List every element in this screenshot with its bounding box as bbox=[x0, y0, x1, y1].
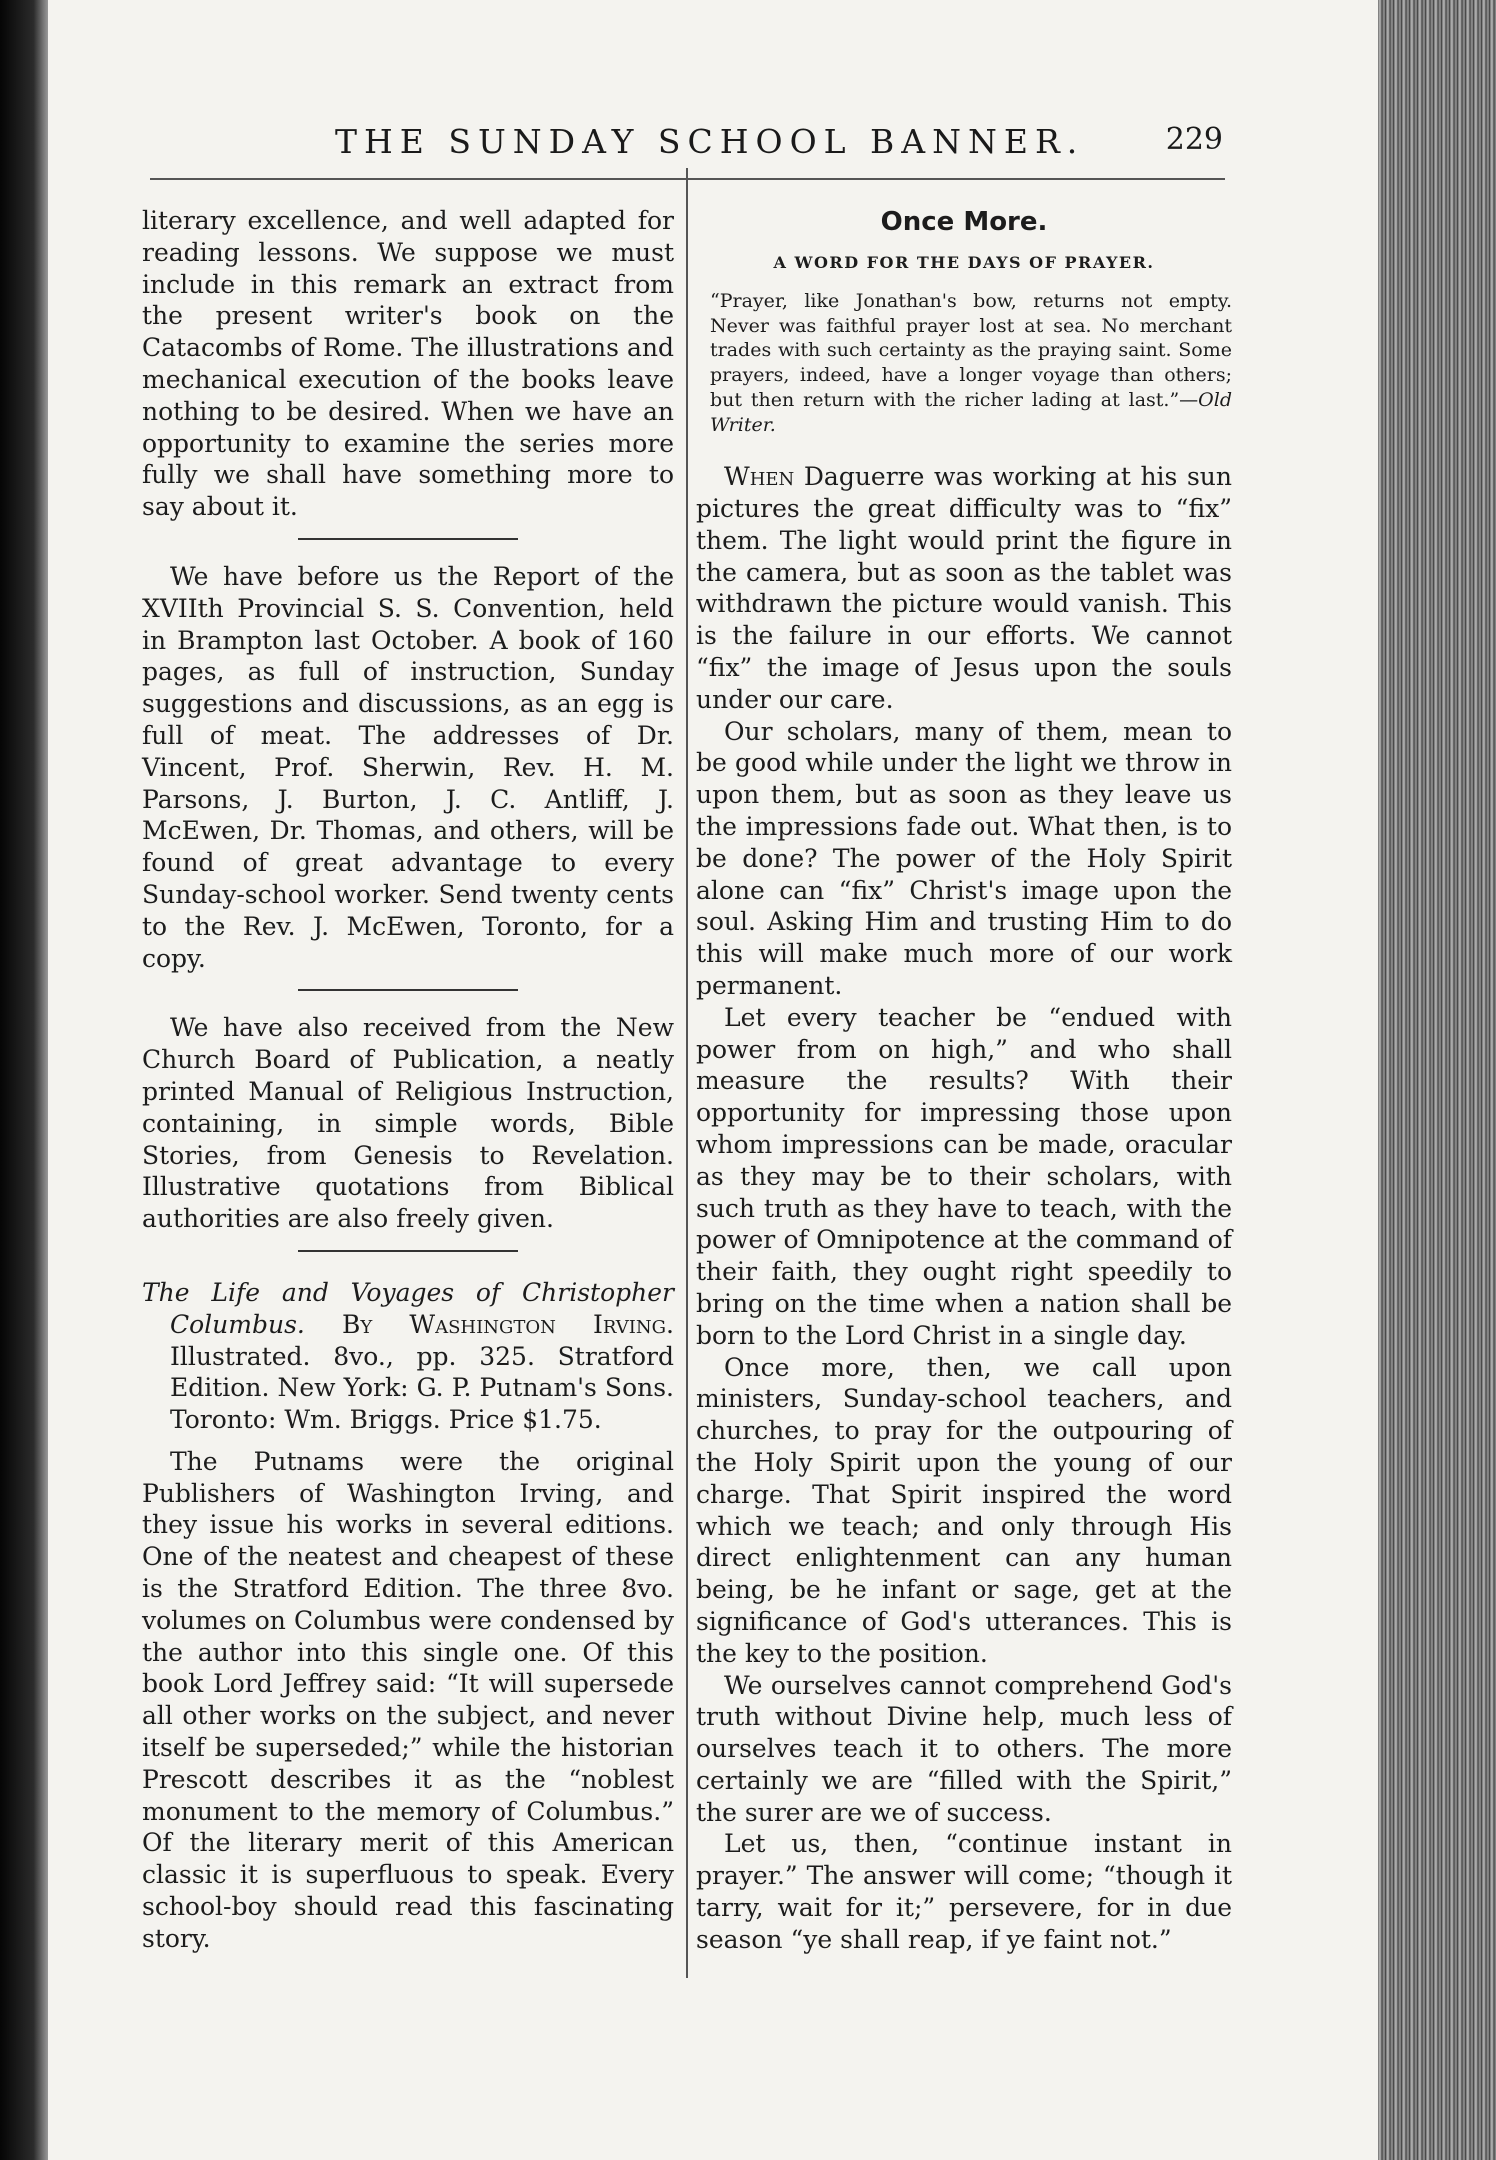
paragraph: Let us, then, “continue instant in prayer.” The answer will come; “though it tarry, wait for it;” persevere, for in due season “ye shall reap, if ye faint not.” bbox=[696, 1829, 1232, 1954]
book-title: The Life and Voyages of Christopher Columbus. bbox=[142, 1277, 674, 1339]
paragraph: The Putnams were the original Publishers of Washington Irving, and they issue his works in several editions. One of the neatest and cheapest of these is the Stratford Edition. The three 8vo. volumes on Columbus were condensed by the author into this single one. Of this book Lord Jeffrey said: “It will supersede all other works on the subject, and never itself be superseded;” while the historian Prescott describes it as the “noblest monument to the memory of Columbus.” Of the literary merit of this American classic it is superfluous to speak. Every school-boy should read this fascinating story. bbox=[142, 1446, 674, 1953]
lead-word: When bbox=[724, 462, 795, 492]
ornament-divider bbox=[142, 525, 674, 555]
column-divider bbox=[686, 168, 688, 1978]
paragraph bbox=[696, 461, 1232, 715]
book-notice bbox=[142, 1277, 674, 1436]
page-edges bbox=[1378, 0, 1496, 2160]
page-number: 229 bbox=[1165, 122, 1223, 157]
book-author: By Washington Irving. bbox=[342, 1309, 674, 1339]
ornament-divider bbox=[142, 1237, 674, 1267]
paragraph: We have also received from the New Church Board of Publication, a neatly printed Manual of Religious Instruction, containing, in simple words, Bible Stories, from Genesis to Revelation. Illustrative quotations from Biblical authorities are also freely given. bbox=[142, 1013, 674, 1234]
book-details: Illustrated. 8vo., pp. 325. Stratford Edition. New York: G. P. Putnam's Sons. Toronto: Wm. Briggs. Price $1.75. bbox=[170, 1341, 674, 1435]
epigraph-text: “Prayer, like Jonathan's bow, returns not empty. Never was faithful prayer lost at sea. No merchant trades with such certainty as the praying saint. Some prayers, indeed, have a longer voyage than others; but then return with the richer lading at last.”— bbox=[710, 290, 1232, 411]
paragraph-text: Daguerre was working at his sun pictures the great difficulty was to “fix” them. The light would print the figure in the camera, but as soon as the tablet was withdrawn the picture would vanish. This is the failure in our efforts. We cannot “fix” the image of Jesus upon the souls under our care. bbox=[696, 462, 1232, 714]
paragraph: Once more, then, we call upon ministers, Sunday-school teachers, and churches, to pray for the outpouring of the Holy Spirit upon the young of our charge. That Spirit inspired the word which we teach; and only through His direct enlightenment can any human being, be he infant or sage, get at the significance of God's utterances. This is the key to the position. bbox=[696, 1352, 1232, 1668]
left-column bbox=[142, 205, 674, 1955]
article-subtitle: A WORD FOR THE DAYS OF PRAYER. bbox=[773, 253, 1155, 272]
book-spine bbox=[0, 0, 48, 2160]
paragraph: We ourselves cannot comprehend God's truth without Divine help, much less of ourselves teach it to others. The more certainly we are “filled with the Spirit,” the surer are we of success. bbox=[696, 1670, 1232, 1827]
epigraph bbox=[710, 289, 1232, 437]
ornament-divider bbox=[142, 976, 674, 1006]
epigraph-attribution: Old Writer. bbox=[710, 388, 1232, 436]
running-title: THE SUNDAY SCHOOL BANNER. bbox=[335, 122, 1085, 161]
paragraph: Let every teacher be “endued with power from on high,” and who shall measure the results? With their opportunity for impressing those upon whom impressions can be made, oracular as they may be to their scholars, with such truth as they have to teach, with the power of Omnipotence at the command of their faith, they ought right speedily to bring on the time when a nation shall be born to the Lord Christ in a single day. bbox=[696, 1002, 1232, 1350]
paragraph: literary excellence, and well adapted for reading lessons. We suppose we must include in this remark an extract from the present writer's book on the Catacombs of Rome. The illustrations and mechanical execution of the books leave nothing to be desired. When we have an opportunity to examine the series more fully we shall have something more to say about it. bbox=[142, 206, 674, 522]
article-title: Once More. bbox=[880, 207, 1048, 237]
paragraph: Our scholars, many of them, mean to be good while under the light we throw in upon them, but as soon as they leave us the impressions fade out. What then, is to be done? The power of the Holy Spirit alone can “fix” Christ's image upon the soul. Asking Him and trusting Him to do this will make much more of our work permanent. bbox=[696, 716, 1232, 1000]
paragraph: We have before us the Report of the XVIIth Provincial S. S. Convention, held in Brampton last October. A book of 160 pages, as full of instruction, Sunday suggestions and discussions, as an egg is full of meat. The addresses of Dr. Vincent, Prof. Sherwin, Rev. H. M. Parsons, J. Burton, J. C. Antliff, J. McEwen, Dr. Thomas, and others, will be found of great advantage to every Sunday-school worker. Send twenty cents to the Rev. J. McEwen, Toronto, for a copy. bbox=[142, 561, 674, 973]
right-column bbox=[696, 205, 1232, 1956]
